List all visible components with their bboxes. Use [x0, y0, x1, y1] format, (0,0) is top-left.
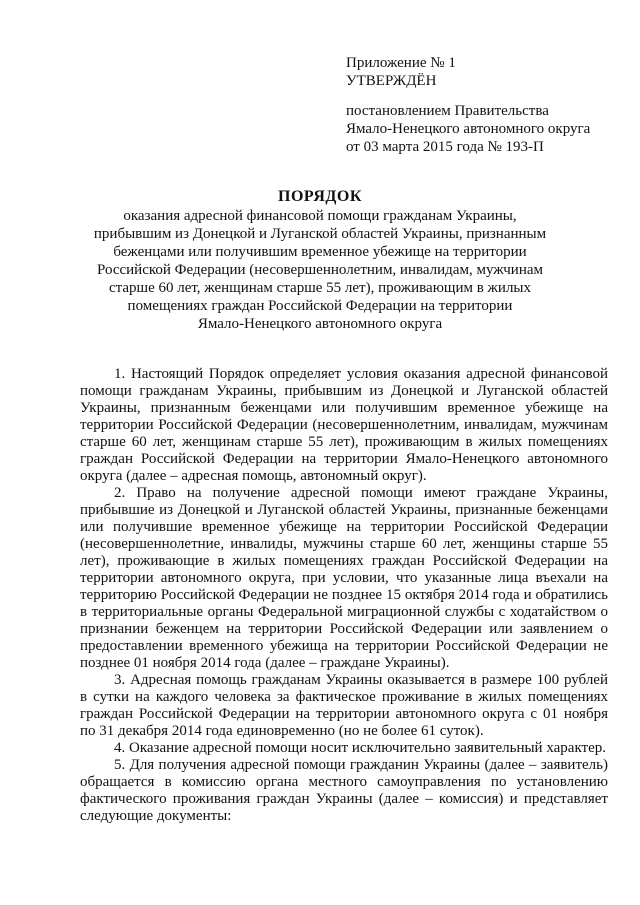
paragraph-5: 5. Для получения адресной помощи гражданин Украины (далее – заявитель) обращается в комиссию органа местного самоуправления по установлению фактического проживания граждан Украины (далее – комиссия) и представляет следующие документы:: [80, 757, 608, 824]
subtitle-line: помещениях граждан Российской Федерации на территории: [127, 298, 513, 314]
paragraph-4: 4. Оказание адресной помощи носит исключительно заявительный характер.: [114, 740, 606, 756]
government-line: Ямало-Ненецкого автономного округа: [346, 121, 591, 137]
approval-stamp: [346, 54, 590, 156]
approved-label: УТВЕРЖДЁН: [346, 73, 437, 89]
document-title: [40, 188, 600, 333]
subtitle-line: Российской Федерации (несовершеннолетним, инвалидам, мужчинам: [97, 262, 543, 278]
subtitle-line: прибывшим из Донецкой и Луганской областей Украины, признанным: [93, 226, 547, 242]
paragraph-1: 1. Настоящий Порядок определяет условия оказания адресной финансовой помощи гражданам Украины, прибывшим из Донецкой и Луганской областей Украины, признанным беженцами или получившим временное убежище на территории Российской Федерации (несовершеннолетним, инвалидам, мужчинам старше 60 лет, женщинам старше 55 лет), проживающим в жилых помещениях граждан Российской Федерации на территории Ямало-Ненецкого автономного округа (далее – адресная помощь, автономный округ).: [80, 366, 608, 484]
subtitle-line: старше 60 лет, женщинам старше 55 лет), проживающим в жилых: [108, 280, 532, 296]
document-body: [80, 366, 608, 825]
resolution-line: постановлением Правительства: [346, 103, 549, 119]
title-heading: ПОРЯДОК: [278, 188, 362, 205]
paragraph-3: 3. Адресная помощь гражданам Украины оказывается в размере 100 рублей в сутки на каждого человека за фактическое проживание в жилых помещениях граждан Российской Федерации на территории автономного округа с 01 ноября по 31 декабря 2014 года единовременно (но не более 61 суток).: [80, 672, 608, 739]
subtitle-line: оказания адресной финансовой помощи гражданам Украины,: [123, 208, 517, 224]
subtitle-line: Ямало-Ненецкого автономного округа: [197, 316, 443, 332]
paragraph-2: 2. Право на получение адресной помощи имеют граждане Украины, прибывшие из Донецкой и Луганской областей Украины, признанные беженцами или получившие временное убежище на территории Российской Федерации (несовершеннолетние, инвалиды, мужчины старше 60 лет, женщины старше 55 лет), проживающие в жилых помещениях граждан Российской Федерации на территории автономного округа, при условии, что указанные лица въехали на территорию Российской Федерации не позднее 15 октября 2014 года и обратились в территориальные органы Федеральной миграционной службы с ходатайством о признании беженцем на территории Российской Федерации или заявлением о предоставлении временного убежища на территории Российской Федерации не позднее 01 ноября 2014 года (далее – граждане Украины).: [80, 485, 608, 671]
resolution-date: от 03 марта 2015 года № 193-П: [346, 139, 544, 155]
subtitle-line: беженцами или получившим временное убежище на территории: [113, 244, 527, 260]
appendix-number: Приложение № 1: [346, 55, 456, 71]
